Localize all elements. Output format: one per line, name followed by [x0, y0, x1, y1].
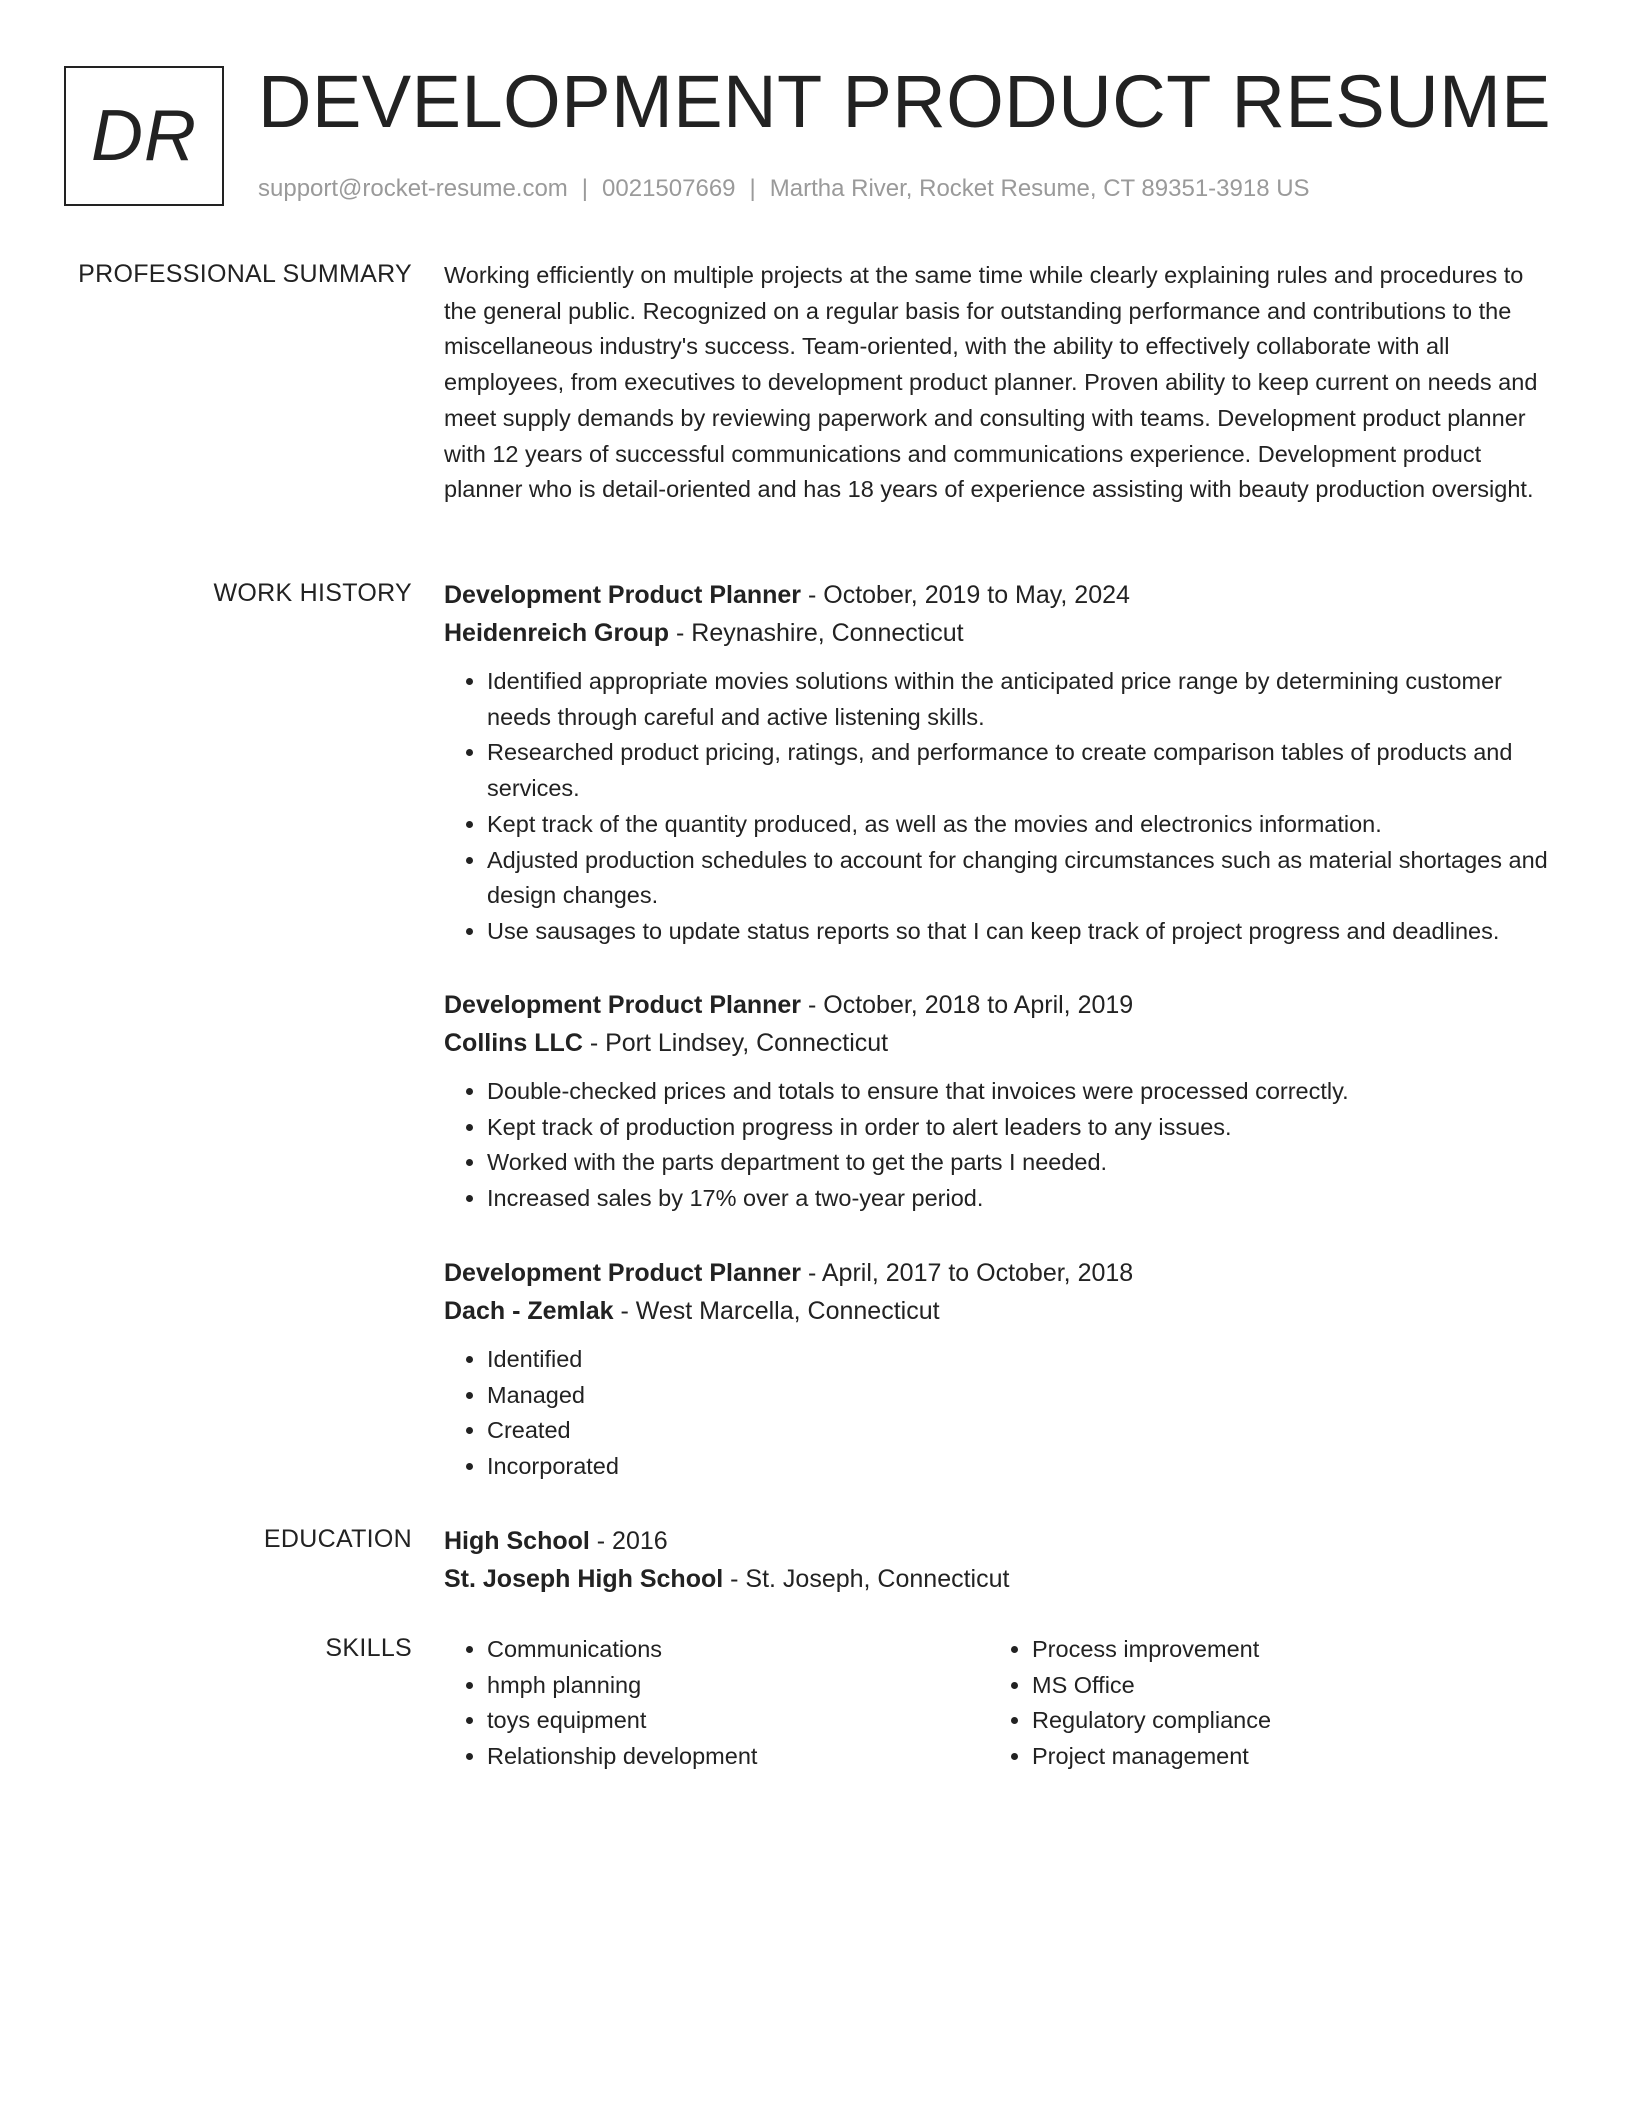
job-heading — [444, 986, 1556, 1024]
job-subheading — [444, 614, 1556, 652]
education-heading — [444, 1522, 1556, 1560]
section-label-summary: PROFESSIONAL SUMMARY — [78, 260, 412, 288]
list-item: • Kept track of the quantity produced, as well as the movies and electronics information. — [487, 807, 1556, 843]
education-entry — [444, 1522, 1556, 1598]
education-degree: High School — [444, 1527, 590, 1555]
list-item: • Created — [487, 1413, 1556, 1449]
list-item: • Incorporated — [487, 1449, 1556, 1485]
education-location: - St. Joseph, Connecticut — [723, 1565, 1010, 1593]
list-item: • Project management — [1032, 1739, 1534, 1775]
list-item: • toys equipment — [487, 1703, 989, 1739]
job-company: Collins LLC — [444, 1029, 583, 1057]
job-entry — [444, 1254, 1556, 1485]
job-dates: - April, 2017 to October, 2018 — [801, 1259, 1134, 1287]
contact-address: Martha River, Rocket Resume, CT 89351-3918 US — [769, 175, 1310, 202]
monogram: DR — [64, 66, 224, 206]
summary-body — [444, 258, 1556, 508]
list-item: • MS Office — [1032, 1668, 1534, 1704]
job-heading — [444, 1254, 1556, 1292]
resume-title: DEVELOPMENT PRODUCT RESUME — [258, 60, 1552, 143]
job-title: Development Product Planner — [444, 1259, 802, 1287]
list-item: • Identified appropriate movies solutions within the anticipated price range by determining customer needs through careful and active listening skills. — [487, 664, 1556, 735]
job-bullets — [444, 664, 1556, 950]
job-entry — [444, 576, 1556, 950]
job-bullets — [444, 1074, 1556, 1217]
job-title: Development Product Planner — [444, 991, 802, 1019]
list-item: • Managed — [487, 1378, 1556, 1414]
list-item: • Identified — [487, 1342, 1556, 1378]
job-subheading — [444, 1024, 1556, 1062]
list-item: • Relationship development — [487, 1739, 989, 1775]
list-item: • Increased sales by 17% over a two-year period. — [487, 1181, 1556, 1217]
job-location: - Reynashire, Connecticut — [669, 619, 964, 647]
job-location: - West Marcella, Connecticut — [613, 1297, 940, 1325]
list-item: • Kept track of production progress in order to alert leaders to any issues. — [487, 1110, 1556, 1146]
job-company: Dach - Zemlak — [444, 1297, 614, 1325]
skills-columns — [444, 1632, 1556, 1775]
job-heading — [444, 576, 1556, 614]
job-bullets — [444, 1342, 1556, 1485]
list-item: • Process improvement — [1032, 1632, 1534, 1668]
list-item: • Use sausages to update status reports so that I can keep track of project progress and deadlines. — [487, 914, 1556, 950]
job-subheading — [444, 1292, 1556, 1330]
section-label-education: EDUCATION — [263, 1525, 412, 1553]
list-item: • Regulatory compliance — [1032, 1703, 1534, 1739]
section-label-work-history: WORK HISTORY — [213, 579, 412, 607]
contact-email[interactable]: support@rocket-resume.com — [258, 175, 568, 202]
job-dates: - October, 2019 to May, 2024 — [801, 581, 1130, 609]
list-item: • Communications — [487, 1632, 989, 1668]
summary-text: Working efficiently on multiple projects at the same time while clearly explaining rules and procedures to the general public. Recognized on a regular basis for outstanding performance and contributions to the miscellaneous industry's success. Team-oriented, with the ability to effectively collaborate with all employees, from executives to development product planner. Proven ability to keep current on needs and meet supply demands by reviewing paperwork and consulting with teams. Development product planner with 12 years of successful communications and communications experience. Development product planner who is detail-oriented and has 18 years of experience assisting with beauty production oversight. — [444, 262, 1538, 503]
job-location: - Port Lindsey, Connecticut — [582, 1029, 889, 1057]
education-subheading — [444, 1560, 1556, 1598]
list-item: • Adjusted production schedules to account for changing circumstances such as material shortages and design changes. — [487, 843, 1556, 914]
list-item: • Researched product pricing, ratings, and performance to create comparison tables of products and services. — [487, 735, 1556, 806]
contact-line — [258, 174, 1310, 204]
contact-separator: | — [581, 175, 589, 202]
list-item: • Worked with the parts department to get the parts I needed. — [487, 1145, 1556, 1181]
skills-list-right — [989, 1632, 1534, 1775]
job-company: Heidenreich Group — [444, 619, 670, 647]
list-item: • hmph planning — [487, 1668, 989, 1704]
section-label-skills: SKILLS — [325, 1634, 412, 1662]
skills-list-left — [444, 1632, 989, 1775]
contact-phone[interactable]: 0021507669 — [602, 175, 736, 202]
list-item: • Double-checked prices and totals to ensure that invoices were processed correctly. — [487, 1074, 1556, 1110]
job-dates: - October, 2018 to April, 2019 — [801, 991, 1134, 1019]
job-entry — [444, 986, 1556, 1217]
education-school: St. Joseph High School — [444, 1565, 724, 1593]
education-year: - 2016 — [589, 1527, 668, 1555]
job-title: Development Product Planner — [444, 581, 802, 609]
contact-separator: | — [749, 175, 756, 202]
